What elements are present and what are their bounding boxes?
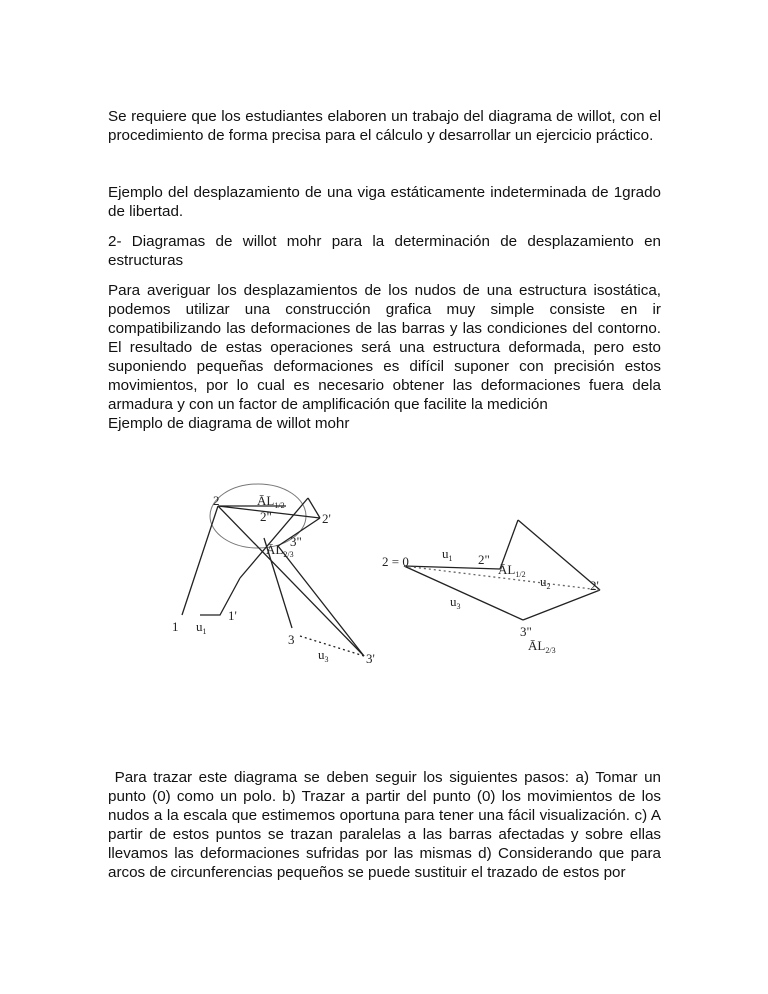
label-node-1: 1 <box>172 619 179 634</box>
label-node-2-prime: 2' <box>322 511 331 526</box>
label-right-u1: $u_1$ <box>442 546 453 563</box>
left-labels <box>172 493 375 666</box>
intro-paragraph: Se requiere que los estudiantes elaboren un trabajo del diagrama de willot, con el procedimiento de forma precisa para el cálculo y desarrollar un ejercicio práctico. <box>108 108 661 144</box>
label-origin: 2 = 0 <box>382 554 409 569</box>
left-diagram <box>182 484 364 656</box>
label-right-node-3-dprime: 3" <box>520 624 532 639</box>
label-node-3-dprime: 3" <box>290 534 302 549</box>
willot-mohr-figure <box>160 478 630 678</box>
label-delta-l-23: $ĀL_{2/3}$ <box>266 542 294 559</box>
steps-paragraph: Para trazar este diagrama se deben seguir los siguientes pasos: a) Tomar un punto (0) como un polo. b) Trazar a partir del punto (0) los movimientos de los nudos a la escala que estimemos oportuna para tener una fácil visualización. c) A partir de estos puntos se trazan paralelas a las barras afectadas y sobre ellas llevamos las deformaciones sufridas por las mismas d) Considerando que para arcos de circunferencias pequeños se puede sustituir el trazado de estos por <box>108 769 666 881</box>
figure-caption: Ejemplo de diagrama de willot mohr <box>108 415 350 432</box>
right-labels <box>382 546 599 655</box>
label-node-2-dprime: 2" <box>260 509 272 524</box>
label-right-delta-l-23: $ĀL_{2/3}$ <box>528 638 556 655</box>
label-right-delta-l-12: $ĀL_{1/2}$ <box>498 562 526 579</box>
label-right-node-2-prime: 2' <box>590 578 599 593</box>
example-paragraph: Ejemplo del desplazamiento de una viga estáticamente indeterminada de 1grado de libertad. <box>108 184 661 220</box>
label-u1: $u_1$ <box>196 619 207 636</box>
label-node-3-prime: 3' <box>366 651 375 666</box>
label-right-u2: $u_2$ <box>540 574 551 591</box>
label-node-1-prime: 1' <box>228 608 237 623</box>
label-right-node-2-dprime: 2" <box>478 552 490 567</box>
label-right-u3: $u_3$ <box>450 594 461 611</box>
body-paragraph: Para averiguar los desplazamientos de los nudos de una estructura isostática, podemos utilizar una construcción grafica muy simple consiste en ir compatibilizando las deformaciones de las barras y las condiciones del contorno. El resultado de estas operaciones será una estructura deformada, pero esto suponiendo pequeñas deformaciones es difícil suponer con precisión estos movimientos, por lo cual es necesario obtener las deformaciones fuera dela armadura y con un factor de amplificación que facilite la medición <box>108 282 661 413</box>
label-delta-l-12: $ĀL_{1/2}$ <box>257 493 285 510</box>
label-node-2: 2 <box>213 493 220 508</box>
label-u3: $u_3$ <box>318 647 329 664</box>
label-node-3: 3 <box>288 632 295 647</box>
section-heading: 2- Diagramas de willot mohr para la determinación de desplazamiento en estructuras <box>108 233 661 269</box>
